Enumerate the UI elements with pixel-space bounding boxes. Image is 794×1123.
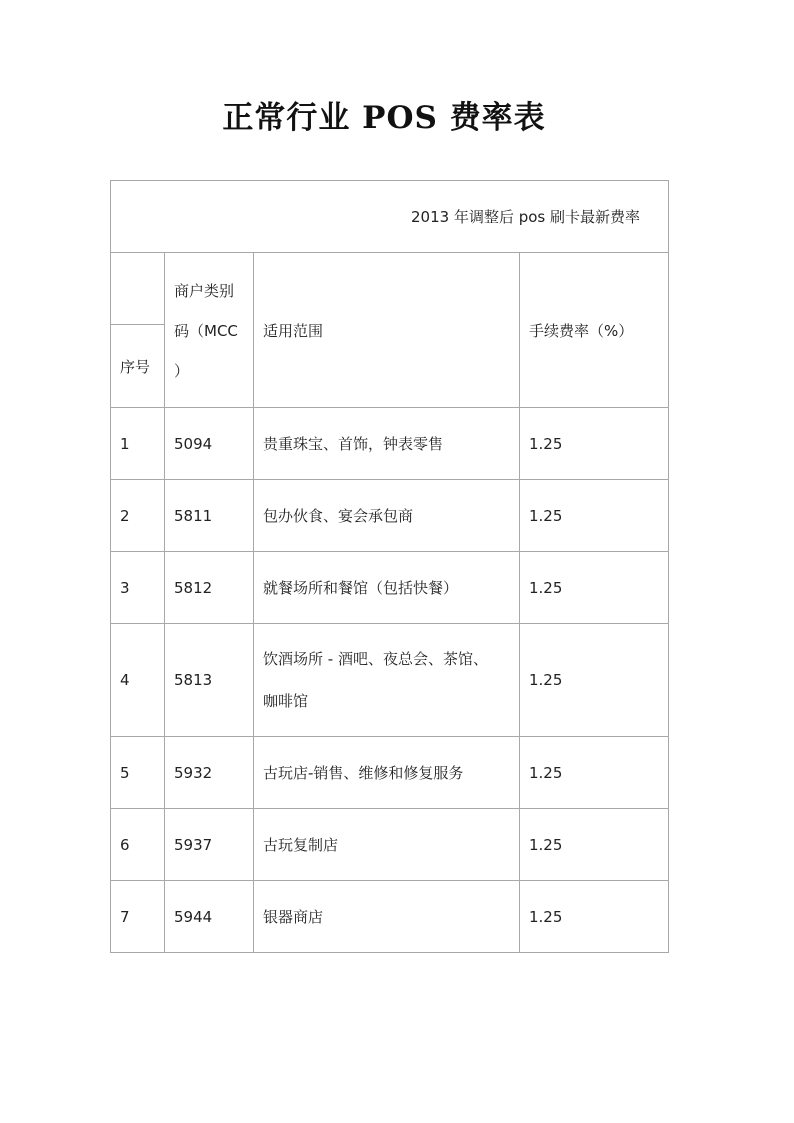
- row-rate: 1.25: [520, 408, 669, 480]
- row-mcc: 5944: [165, 881, 254, 953]
- row-scope: [254, 624, 520, 737]
- table-caption: 2013 年调整后 pos 刷卡最新费率: [111, 181, 669, 253]
- row-rate: 1.25: [520, 552, 669, 624]
- header-seq: 序号: [111, 325, 165, 408]
- row-rate: 1.25: [520, 624, 669, 737]
- row-seq: 5: [111, 737, 165, 809]
- table-row: [111, 480, 669, 552]
- row-scope: 古玩复制店: [254, 809, 520, 881]
- header-rate: 手续费率（%）: [520, 253, 669, 408]
- row-scope: 就餐场所和餐馆（包括快餐）: [254, 552, 520, 624]
- header-mcc-line2: 码（MCC: [174, 322, 238, 340]
- table-row: [111, 624, 669, 737]
- row-seq: 2: [111, 480, 165, 552]
- row-mcc: 5937: [165, 809, 254, 881]
- row-mcc: 5812: [165, 552, 254, 624]
- header-row: [111, 253, 669, 325]
- row-scope: 包办伙食、宴会承包商: [254, 480, 520, 552]
- row-mcc: 5813: [165, 624, 254, 737]
- row-seq: 7: [111, 881, 165, 953]
- row-scope-line2: 咖啡馆: [263, 692, 309, 710]
- row-mcc: 5811: [165, 480, 254, 552]
- page-title: 正常行业 POS 费率表: [222, 100, 546, 136]
- table-row: [111, 552, 669, 624]
- table-row: [111, 408, 669, 480]
- row-seq: 4: [111, 624, 165, 737]
- header-mcc-line3: ）: [174, 362, 190, 380]
- row-seq: 6: [111, 809, 165, 881]
- row-rate: 1.25: [520, 480, 669, 552]
- row-scope: 银器商店: [254, 881, 520, 953]
- header-scope: 适用范围: [254, 253, 520, 408]
- fee-rate-table: [110, 180, 669, 953]
- header-seq-top-blank: [111, 253, 165, 325]
- caption-row: [111, 181, 669, 253]
- table-row: [111, 881, 669, 953]
- row-seq: 1: [111, 408, 165, 480]
- header-mcc-line1: 商户类别: [174, 282, 235, 300]
- table-row: [111, 737, 669, 809]
- row-rate: 1.25: [520, 809, 669, 881]
- row-scope-line1: 饮酒场所 - 酒吧、夜总会、茶馆、: [263, 650, 488, 668]
- row-scope: 古玩店-销售、维修和修复服务: [254, 737, 520, 809]
- table-row: [111, 809, 669, 881]
- row-seq: 3: [111, 552, 165, 624]
- header-mcc: [165, 253, 254, 408]
- row-mcc: 5932: [165, 737, 254, 809]
- row-rate: 1.25: [520, 881, 669, 953]
- row-rate: 1.25: [520, 737, 669, 809]
- row-mcc: 5094: [165, 408, 254, 480]
- row-scope: 贵重珠宝、首饰，钟表零售: [254, 408, 520, 480]
